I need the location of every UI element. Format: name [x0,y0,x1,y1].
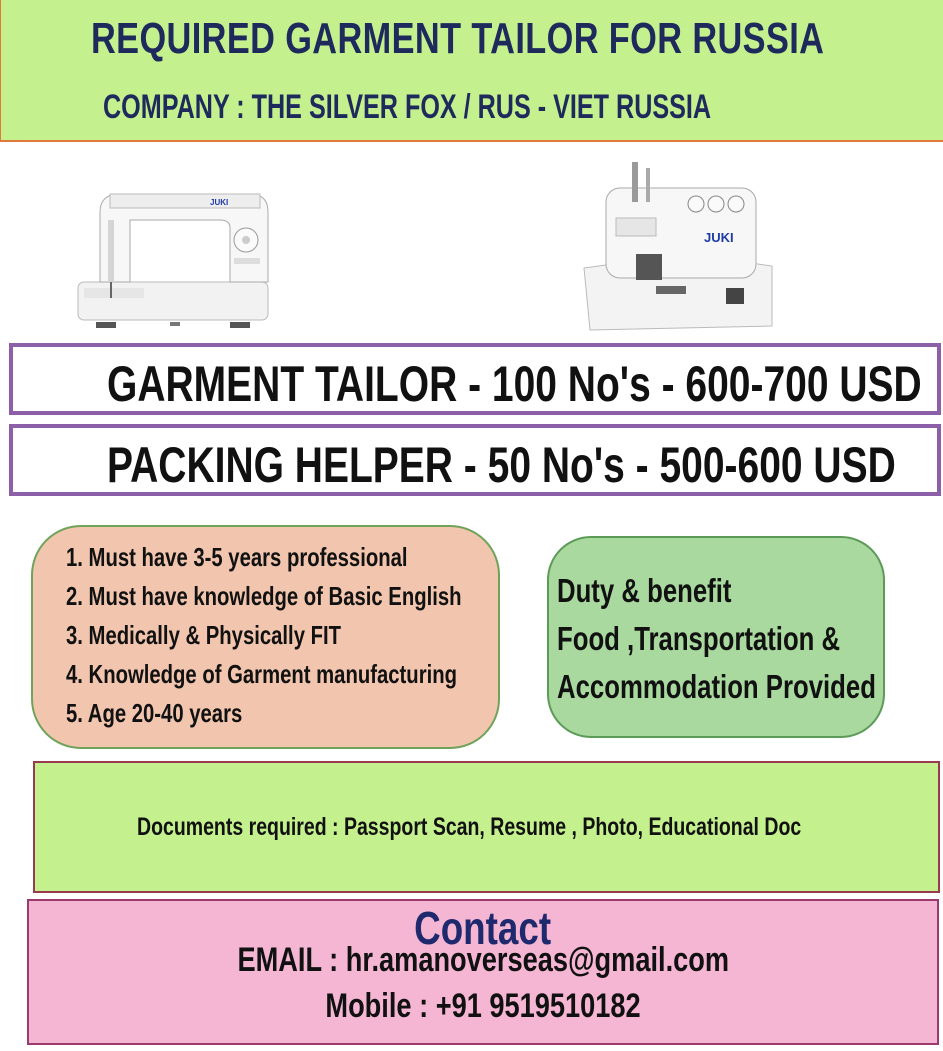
contact-heading-text: Contact [414,902,552,954]
benefit-line: Accommodation Provided [557,668,876,705]
job-text: GARMENT TAILOR - 100 No's - 600-700 USD [107,356,922,412]
documents-required-text: Documents required : Passport Scan, Resume , Photo, Educational Doc [137,813,802,841]
requirement-item: 5. Age 20-40 years [66,698,243,728]
company-line: COMPANY : THE SILVER FOX / RUS - VIET RUSSIA [103,88,712,126]
brand-logo: JUKI [704,230,734,245]
benefit-line: Duty & benefit [557,572,732,609]
job-text: PACKING HELPER - 50 No's - 500-600 USD [107,437,896,493]
page-title: REQUIRED GARMENT TAILOR FOR RUSSIA [91,14,825,63]
contact-mobile-line [29,987,937,1026]
job-listing-packing-helper [9,424,941,496]
requirements-list [66,539,573,734]
overlock-machine-image [576,158,776,336]
contact-mobile: Mobile : +91 9519510182 [325,987,641,1025]
requirement-item: 4. Knowledge of Garment manufacturing [66,659,457,689]
benefit-line: Food ,Transportation & [557,620,841,657]
sewing-machine-image [70,172,280,332]
header-banner [0,0,943,142]
contact-panel [27,899,939,1045]
brand-logo: JUKI [210,198,229,207]
contact-email: EMAIL : hr.amanoverseas@gmail.com [237,941,729,979]
requirement-item: 2. Must have knowledge of Basic English [66,581,462,611]
requirements-panel [31,525,500,749]
contact-email-line [29,941,937,980]
requirement-item: 1. Must have 3-5 years professional [66,542,408,572]
job-listing-garment-tailor [9,343,941,415]
documents-panel [33,761,940,893]
requirement-item: 3. Medically & Physically FIT [66,620,342,650]
benefits-text [557,568,943,712]
benefits-panel [547,536,885,738]
